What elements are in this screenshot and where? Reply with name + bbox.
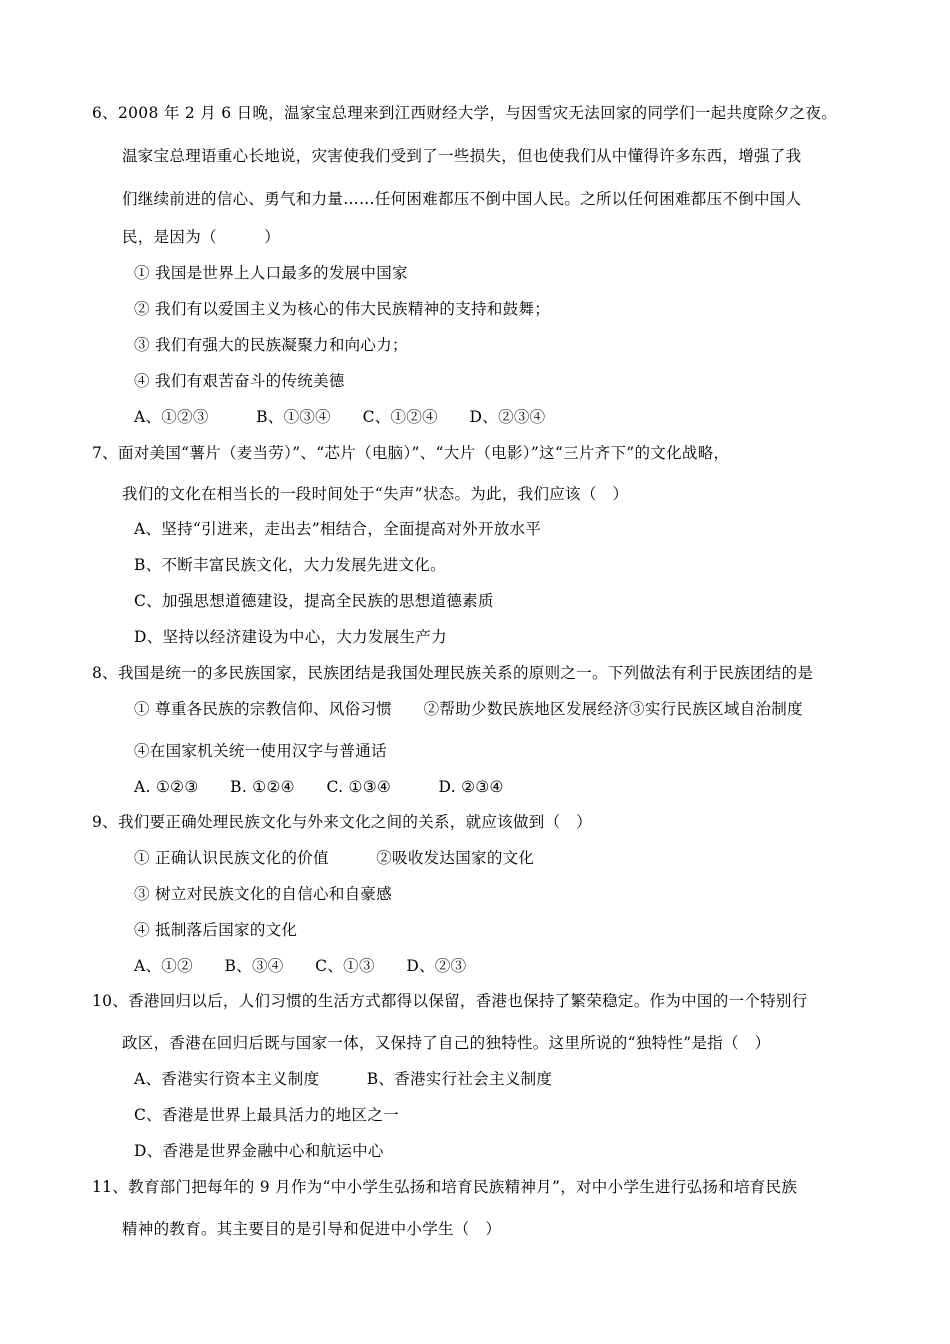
question-6-statement-2: ② 我们有以爱国主义为核心的伟大民族精神的支持和鼓舞； xyxy=(134,300,551,318)
question-7-option-c: C、加强思想道德建设，提高全民族的思想道德素质 xyxy=(134,592,494,610)
question-8-text: 8、我国是统一的多民族国家，民族团结是我国处理民族关系的原则之一。下列做法有利于民族团结的是 xyxy=(92,664,814,682)
question-7-text: 7、面对美国“薯片（麦当劳）”、“芯片（电脑）”、“大片（电影）”这“三片齐下”的文化战略， xyxy=(92,444,730,462)
question-6-choices: A、①②③ B、①③④ C、①②④ D、②③④ xyxy=(134,408,546,426)
question-11-text: 11、教育部门把每年的 9 月作为“中小学生弘扬和培育民族精神月”，对中小学生进行弘扬和培育民族 xyxy=(92,1178,798,1196)
question-6-text: 6、2008 年 2 月 6 日晚，温家宝总理来到江西财经大学，与因雪灾无法回家的同学们一起共度除夕之夜。 xyxy=(92,104,838,122)
question-9-choices: A、①② B、③④ C、①③ D、②③ xyxy=(134,957,467,975)
question-6-text-cont: 民，是因为（ ） xyxy=(122,228,281,246)
question-6-text-cont: 们继续前进的信心、勇气和力量……任何困难都压不倒中国人民。之所以任何困难都压不倒中国人 xyxy=(122,190,802,208)
question-8-choices: A. ①②③ B. ①②④ C. ①③④ D. ②③④ xyxy=(134,778,504,796)
question-6-statement-1: ① 我国是世界上人口最多的发展中国家 xyxy=(134,264,408,282)
question-6-text-cont: 温家宝总理语重心长地说，灾害使我们受到了一些损失，但也使我们从中懂得许多东西，增强了我 xyxy=(122,147,802,165)
question-7-option-a: A、坚持“引进来，走出去”相结合，全面提高对外开放水平 xyxy=(134,520,542,538)
question-6-statement-3: ③ 我们有强大的民族凝聚力和向心力； xyxy=(134,336,408,354)
question-8-statement-4: ④在国家机关统一使用汉字与普通话 xyxy=(134,742,387,760)
question-10-text: 10、香港回归以后，人们习惯的生活方式都得以保留，香港也保持了繁荣稳定。作为中国的一个特别行 xyxy=(92,992,808,1010)
question-9-statements-1-2: ① 正确认识民族文化的价值 ②吸收发达国家的文化 xyxy=(134,849,535,867)
question-7-option-b: B、不断丰富民族文化，大力发展先进文化。 xyxy=(134,556,446,574)
question-9-statement-3: ③ 树立对民族文化的自信心和自豪感 xyxy=(134,885,393,903)
question-10-options-a-b: A、香港实行资本主义制度 B、香港实行社会主义制度 xyxy=(134,1070,553,1088)
question-10-text-cont: 政区，香港在回归后既与国家一体，又保持了自己的独特性。这里所说的“独特性”是指（ ） xyxy=(122,1034,771,1052)
question-11-text-cont: 精神的教育。其主要目的是引导和促进中小学生（ ） xyxy=(122,1220,502,1238)
question-6-statement-4: ④ 我们有艰苦奋斗的传统美德 xyxy=(134,372,345,390)
question-9-statement-4: ④ 抵制落后国家的文化 xyxy=(134,921,298,939)
question-10-option-c: C、香港是世界上最具活力的地区之一 xyxy=(134,1106,399,1124)
question-10-option-d: D、香港是世界金融中心和航运中心 xyxy=(134,1142,384,1160)
question-8-statements: ① 尊重各民族的宗教信仰、风俗习惯 ②帮助少数民族地区发展经济③实行民族区域自治制度 xyxy=(134,700,803,718)
question-7-option-d: D、坚持以经济建设为中心，大力发展生产力 xyxy=(134,628,447,646)
question-9-text: 9、我们要正确处理民族文化与外来文化之间的关系，就应该做到（ ） xyxy=(92,813,592,831)
question-7-text-cont: 我们的文化在相当长的一段时间处于“失声”状态。为此，我们应该（ ） xyxy=(122,485,629,503)
